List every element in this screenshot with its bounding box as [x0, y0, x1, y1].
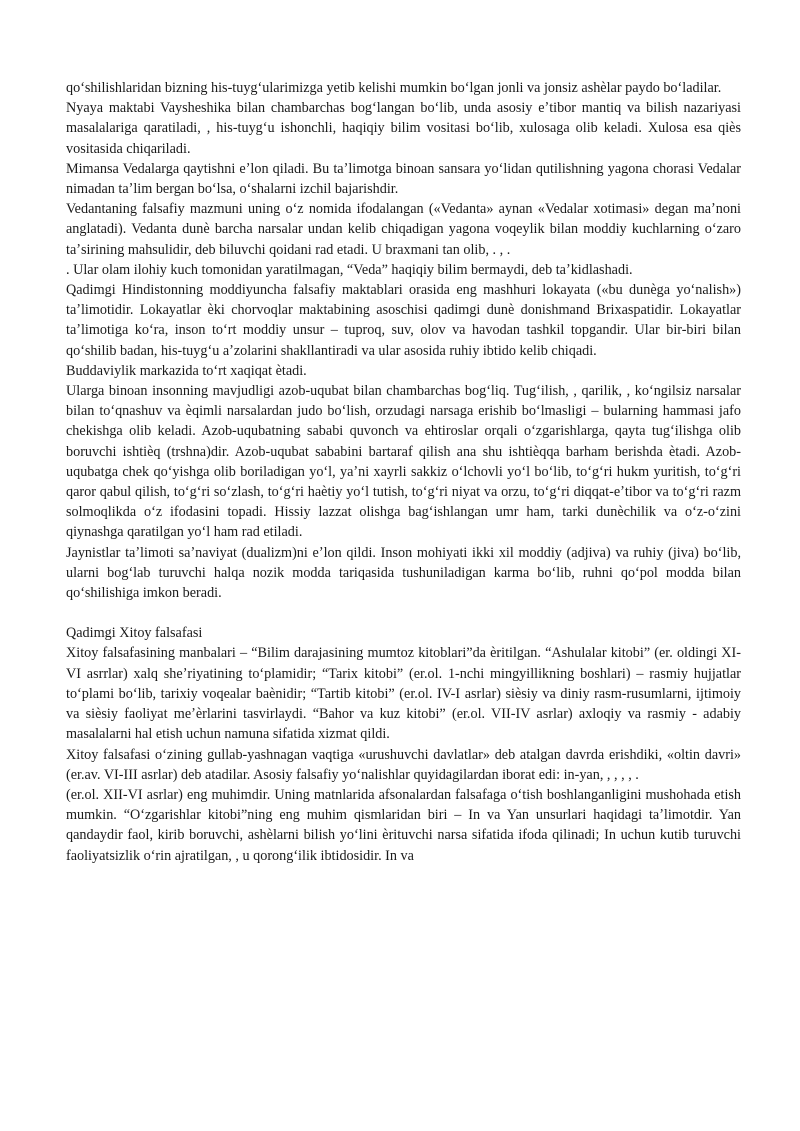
paragraph: Vedantaning falsafiy mazmuni uning oʻz nomida ifodalangan («Vedanta» aynan «Vedalar xotimasi» degan maʼnoni anglatadi). Vedanta dunè barcha narsalar undan kelib chiqadigan yagona voqeylik bilan moddiy kuchlarning oʻzaro taʼsirining mahsulidir, deb biluvchi qoidani rad etadi. U braxmani tan olib, . , .	[66, 201, 741, 258]
paragraph: Qadimgi Hindistonning moddiyuncha falsafiy maktablari orasida eng mashhuri lokayata («bu dunèga yoʻnalish») taʼlimotidir. Lokayatlar èki chorvoqlar maktabining asoschisi qadimgi dunè donishmand Brixaspatidir. Lokayatlar taʼlimotiga koʻra, inson toʻrt moddiy unsur – tuproq, suv, olov va havodan tashkil topgandir. Ular bir-biri bilan qoʻshilib badan, his-tuygʻu aʼzolarini shakllantiradi va ular asosida ruhiy ibtido kelib chiqadi.	[66, 282, 741, 359]
document-body	[66, 78, 741, 866]
paragraph: Ularga binoan insonning mavjudligi azob-uqubat bilan chambarchas bogʻliq. Tugʻilish, , qarilik, , koʻngilsiz narsalar bilan toʻqnashuv va èqimli narsalardan judo boʻlish, orzudagi narsaga erishib boʻlmasligi – bularning hammasi jafo chekishga olib keladi. Azob-uqubatning sababi quvonch va ehtiroslar orqali oʻzgarishlarga, qayta tugʻilishga olib boruvchi ishtièq (trshna)dir. Azob-uqubat sababini bartaraf qilish ana shu ishtièqqa barham berishda ètadi. Azob-uqubatga chek qoʻyishga olib boriladigan yoʻl, yaʼni xayrli sakkiz oʻlchovli yoʻl boʻlib, toʻgʻri hukm yuritish, toʻgʻri qaror qabul qilish, toʻgʻri soʻzlash, toʻgʻri haètiy yoʻl tutish, toʻgʻri niyat va orzu, toʻgʻri diqqat-eʼtibor va toʻgʻri razm solmoqlikda oʻz ifodasini topadi. Hissiy lazzat olishga bagʻishlangan umr ham, tarki dunèchilik va oʻz-oʻzini qiynashga qaratilgan yoʻl ham rad etiladi.	[66, 383, 741, 541]
section-spacer	[66, 603, 741, 623]
paragraph: Xitoy falsafasi oʻzining gullab-yashnagan vaqtiga «urushuvchi davlatlar» deb atalgan davrda erishdiki, «oltin davri» (er.av. VI-III asrlar) deb atadilar. Asosiy falsafiy yoʻnalishlar quyidagilardan iborat edi: in-yan, , , , , .	[66, 746, 741, 783]
paragraph: . Ular olam ilohiy kuch tomonidan yaratilmagan, “Veda” haqiqiy bilim bermaydi, deb taʼkidlashadi.	[66, 261, 633, 278]
paragraph: qoʻshilishlaridan bizning his-tuygʻularimizga yetib kelishi mumkin boʻlgan jonli va jonsiz ashèlar paydo boʻladilar.	[66, 80, 722, 96]
paragraph: Xitoy falsafasining manbalari – “Bilim darajasining mumtoz kitoblari”da èritilgan. “Ashulalar kitobi” (er. oldingi XI-VI asrrlar) xalq sheʼriyatining toʻplamidir; “Tarix kitobi” (er.ol. 1-nchi mingyillikning boshlari) – rasmiy hujjatlar toʻplami boʻlib, tarixiy voqealar baènidir; “Tartib kitobi” (er.ol. IV-I asrlar) sièsiy va diniy rasm-rusumlarni, ijtimoiy va sièsiy faoliyat meʼèrlarini tasvirlaydi. “Bahor va kuz kitobi” (er.ol. VII-IV asrlar) axloqiy va rasmiy - adabiy masalalarni hal etish uchun namuna sifatida xizmat qildi.	[66, 645, 741, 743]
paragraph: Jaynistlar taʼlimoti saʼnaviyat (dualizm)ni eʼlon qildi. Inson mohiyati ikki xil moddiy (adjiva) va ruhiy (jiva) boʻlib, ularni bogʻlab turuvchi halqa nozik modda tariqasida tushuniladigan karma boʻlib, ruhni qoʻpol modda bilan qoʻshilishiga imkon beradi.	[66, 544, 741, 602]
section-heading: Qadimgi Xitoy falsafasi	[66, 625, 203, 642]
paragraph: Mimansa Vedalarga qaytishni eʼlon qiladi. Bu taʼlimotga binoan sansara yoʻlidan qutilishning yagona chorasi Vedalar nimadan taʼlim bergan boʻlsa, oʻshalarni izchil bajarishdir.	[66, 160, 741, 198]
paragraph: Buddaviylik markazida toʻrt xaqiqat ètadi.	[66, 362, 307, 379]
paragraph: (er.ol. XII-VI asrlar) eng muhimdir. Uning matnlarida afsonalardan falsafaga oʻtish boshlanganligini mushohada etish mumkin. “Oʻzgarishlar kitobi”ning eng muhim qismlaridan biri – In va Yan unsurlari haqidagi taʼlimotdir. Yan qandaydir faol, kirib boruvchi, ashèlarni bilish yoʻlini èrituvchi narsa sifatida ifoda qilinadi; In uchun kutib turuvchi faoliyatsizlik oʻrin ajratilgan, , u qorongʻilik ibtidosidir. In va	[66, 786, 741, 864]
paragraph: Nyaya maktabi Vaysheshika bilan chambarchas bogʻlangan boʻlib, unda asosiy eʼtibor mantiq va bilish nazariyasi masalalariga qaratiladi, , his-tuygʻu ishonchli, haqiqiy bilim vositasi boʻlib, xulosaga olib keladi. Xulosa esa qiès vositasida chiqariladi.	[66, 100, 741, 157]
